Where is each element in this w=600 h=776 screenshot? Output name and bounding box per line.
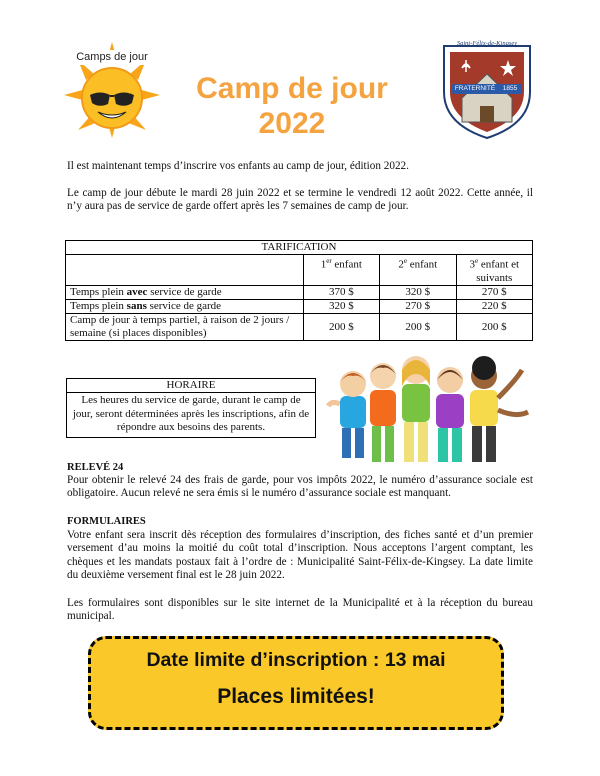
row-label: Temps plein sans service de garde (66, 299, 304, 313)
places-limitees-text: Places limitées! (217, 685, 375, 708)
table-row (66, 285, 533, 299)
horaire-title: HORAIRE (67, 379, 315, 393)
children-group-icon (326, 350, 532, 476)
row-label: Camp de jour à temps partiel, à raison de 2 jours / semaine (si places disponibles) (66, 313, 304, 340)
price-cell: 370 $ (303, 285, 379, 299)
table-row (66, 313, 533, 340)
price-cell: 270 $ (380, 299, 456, 313)
formulaires-heading-text: FORMULAIRES (67, 516, 146, 527)
price-cell: 320 $ (380, 285, 456, 299)
municipal-crest (440, 40, 534, 140)
crest-arc-text: Saint-Félix-de-Kingsey (456, 40, 518, 47)
releve-heading (67, 462, 123, 473)
releve-heading-text: RELEVÉ 24 (67, 462, 124, 473)
formulaires-paragraph-2: Les formulaires sont disponibles sur le site internet de la Municipalité et à la réception du bureau municipal. (67, 597, 533, 623)
formulaires-paragraph-1: Votre enfant sera inscrit dès réception des formulaires d’inscription, des fiches santé et d’un premier versement d’au moins la moitié du coût total d’inscription. Nous acceptons l’argent comptant, les chèques et les mandats postaux fait à l’ordre de : Municipalité Saint-Félix-de-Kingsey. La date limite du deuxième versement final est le 28 juin 2022. (67, 529, 533, 582)
header-enfant-2: 2e enfant (380, 255, 456, 286)
price-cell: 200 $ (456, 313, 532, 340)
price-cell: 200 $ (303, 313, 379, 340)
row-label: Temps plein avec service de garde (66, 285, 304, 299)
header-enfant-3: 3e enfant et suivants (456, 255, 532, 286)
price-cell: 200 $ (380, 313, 456, 340)
camp-logo (62, 40, 162, 140)
table-row (66, 299, 533, 313)
title-line2: 2022 (258, 106, 326, 140)
kids-illustration (326, 350, 532, 476)
price-cell: 320 $ (303, 299, 379, 313)
camp-logo-text: Camps de jour (76, 51, 148, 63)
intro-paragraph-1: Il est maintenant temps d’inscrire vos enfants au camp de jour, édition 2022. (67, 160, 409, 172)
page-title (170, 72, 414, 141)
crest-ribbon-text: FRATERNITÉ (454, 85, 496, 92)
deadline-banner (88, 636, 504, 730)
formulaires-heading (67, 516, 146, 527)
horaire-text: Les heures du service de garde, durant le camp de jour, seront déterminées après les inscriptions, afin de répondre aux besoins des parents. (72, 394, 310, 433)
price-cell: 270 $ (456, 285, 532, 299)
title-line1: Camp de jour (196, 72, 388, 105)
tarification-table (65, 240, 533, 341)
tarification-title: TARIFICATION (66, 241, 533, 255)
intro-paragraph-2: Le camp de jour débute le mardi 28 juin 2022 et se termine le vendredi 12 août 2022. Cette année, il n’y aura pas de service de garde offert après les 7 semaines de camp de jour. (67, 187, 533, 213)
table-header-row (66, 255, 533, 286)
crest-year: 1855 (502, 85, 518, 92)
horaire-box (66, 378, 316, 438)
releve-text: Pour obtenir le relevé 24 des frais de garde, pour vos impôts 2022, le numéro d’assurance sociale est obligatoire. Aucun relevé ne sera émis si le numéro d’assurance sociale est manquant. (67, 474, 533, 500)
header-enfant-1: 1er enfant (303, 255, 379, 286)
deadline-text: Date limite d’inscription : 13 mai (146, 649, 446, 671)
price-cell: 220 $ (456, 299, 532, 313)
